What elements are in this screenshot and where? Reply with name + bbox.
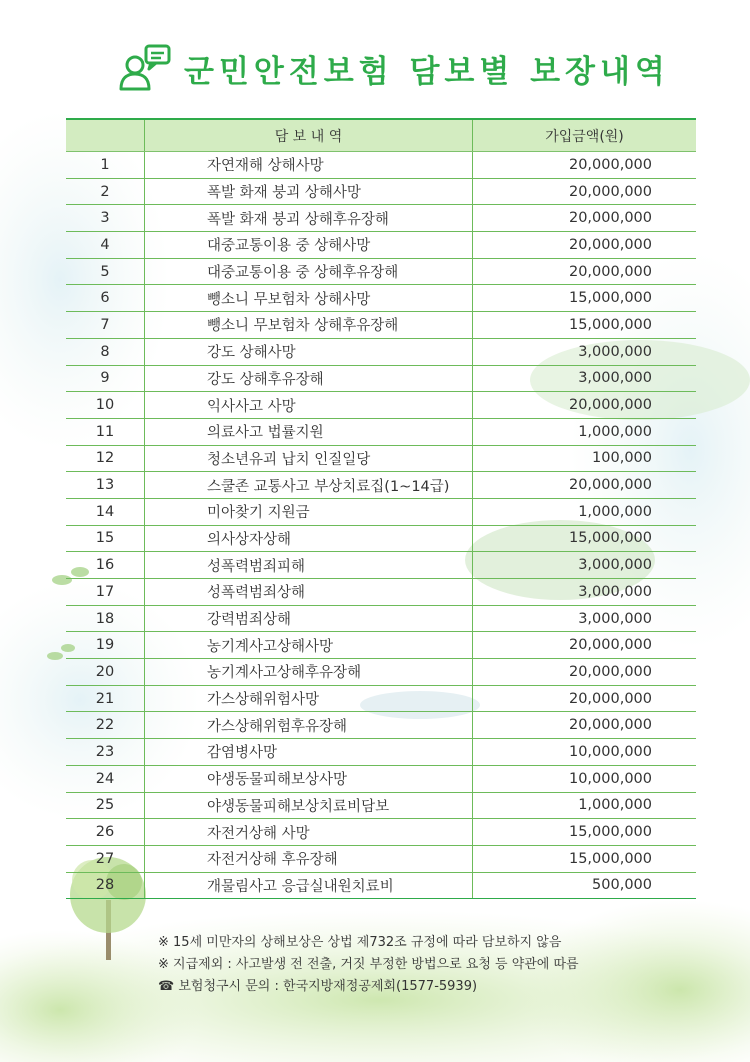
row-number: 14 <box>66 498 145 525</box>
table-row <box>66 872 696 899</box>
row-number: 6 <box>66 285 145 312</box>
row-item: 개물림사고 응급실내원치료비 <box>145 872 473 899</box>
row-item: 농기계사고상해사망 <box>145 632 473 659</box>
row-amount: 3,000,000 <box>473 365 697 392</box>
row-item: 가스상해위험후유장해 <box>145 712 473 739</box>
row-amount: 3,000,000 <box>473 552 697 579</box>
table-row <box>66 285 696 312</box>
coverage-table <box>66 118 696 899</box>
row-amount: 3,000,000 <box>473 579 697 606</box>
table-row <box>66 525 696 552</box>
row-item: 성폭력범죄피해 <box>145 552 473 579</box>
row-number: 15 <box>66 525 145 552</box>
row-number: 28 <box>66 872 145 899</box>
table-row <box>66 205 696 232</box>
row-item: 강도 상해사망 <box>145 338 473 365</box>
row-item: 뺑소니 무보험차 상해후유장해 <box>145 312 473 339</box>
footnotes <box>158 932 579 998</box>
table-row <box>66 605 696 632</box>
row-amount: 20,000,000 <box>473 392 697 419</box>
row-item: 익사사고 사망 <box>145 392 473 419</box>
row-number: 12 <box>66 445 145 472</box>
row-item: 강도 상해후유장해 <box>145 365 473 392</box>
table-row <box>66 418 696 445</box>
table-row <box>66 258 696 285</box>
row-amount: 20,000,000 <box>473 152 697 179</box>
row-amount: 10,000,000 <box>473 765 697 792</box>
row-amount: 20,000,000 <box>473 258 697 285</box>
row-number: 25 <box>66 792 145 819</box>
row-amount: 3,000,000 <box>473 338 697 365</box>
row-amount: 15,000,000 <box>473 525 697 552</box>
header-amount: 가입금액(원) <box>473 119 697 152</box>
row-amount: 20,000,000 <box>473 205 697 232</box>
table-row <box>66 312 696 339</box>
row-number: 23 <box>66 739 145 766</box>
row-amount: 15,000,000 <box>473 845 697 872</box>
row-number: 27 <box>66 845 145 872</box>
phone-icon: ☎ <box>158 979 179 994</box>
row-item: 뺑소니 무보험차 상해사망 <box>145 285 473 312</box>
table-row <box>66 685 696 712</box>
row-item: 강력범죄상해 <box>145 605 473 632</box>
table-row <box>66 498 696 525</box>
table-body <box>66 152 696 899</box>
row-amount: 20,000,000 <box>473 472 697 499</box>
table-row <box>66 579 696 606</box>
row-number: 18 <box>66 605 145 632</box>
row-amount: 15,000,000 <box>473 819 697 846</box>
row-number: 4 <box>66 232 145 259</box>
row-number: 17 <box>66 579 145 606</box>
table-row <box>66 152 696 179</box>
table-row <box>66 632 696 659</box>
table-row <box>66 178 696 205</box>
note-age-exclusion: ※ 15세 미만자의 상해보상은 상법 제732조 규정에 따라 담보하지 않음 <box>158 935 562 950</box>
row-amount: 20,000,000 <box>473 712 697 739</box>
note-payment-exclusion: ※ 지급제외 : 사고발생 전 전출, 거짓 부정한 방법으로 요청 등 약관에 따름 <box>158 957 579 972</box>
row-amount: 20,000,000 <box>473 685 697 712</box>
row-amount: 3,000,000 <box>473 605 697 632</box>
table-row <box>66 845 696 872</box>
row-amount: 20,000,000 <box>473 632 697 659</box>
row-number: 24 <box>66 765 145 792</box>
row-item: 의사상자상해 <box>145 525 473 552</box>
row-amount: 15,000,000 <box>473 285 697 312</box>
table-row <box>66 765 696 792</box>
page-title: 군민안전보험 담보별 보장내역 <box>184 53 670 90</box>
row-amount: 1,000,000 <box>473 498 697 525</box>
row-item: 농기계사고상해후유장해 <box>145 659 473 686</box>
row-amount: 20,000,000 <box>473 659 697 686</box>
table-row <box>66 232 696 259</box>
table-row <box>66 552 696 579</box>
row-number: 10 <box>66 392 145 419</box>
table-row <box>66 445 696 472</box>
row-number: 16 <box>66 552 145 579</box>
row-item: 폭발 화재 붕괴 상해후유장해 <box>145 205 473 232</box>
row-item: 자연재해 상해사망 <box>145 152 473 179</box>
row-item: 미아찾기 지원금 <box>145 498 473 525</box>
row-number: 19 <box>66 632 145 659</box>
person-chat-icon <box>118 43 172 93</box>
note-claim-contact <box>158 976 579 998</box>
row-item: 폭발 화재 붕괴 상해사망 <box>145 178 473 205</box>
row-number: 5 <box>66 258 145 285</box>
row-number: 9 <box>66 365 145 392</box>
row-number: 11 <box>66 418 145 445</box>
row-number: 13 <box>66 472 145 499</box>
row-item: 청소년유괴 납치 인질일당 <box>145 445 473 472</box>
table-row <box>66 392 696 419</box>
table-row <box>66 472 696 499</box>
row-item: 자전거상해 후유장해 <box>145 845 473 872</box>
title-bar <box>118 38 670 98</box>
header-no <box>66 119 145 152</box>
row-amount: 10,000,000 <box>473 739 697 766</box>
table-row <box>66 792 696 819</box>
table-row <box>66 712 696 739</box>
row-number: 21 <box>66 685 145 712</box>
row-item: 가스상해위험사망 <box>145 685 473 712</box>
row-number: 8 <box>66 338 145 365</box>
row-amount: 1,000,000 <box>473 418 697 445</box>
row-item: 자전거상해 사망 <box>145 819 473 846</box>
table-row <box>66 819 696 846</box>
row-item: 성폭력범죄상해 <box>145 579 473 606</box>
row-number: 7 <box>66 312 145 339</box>
claim-contact-text: 보험청구시 문의 : 한국지방재정공제회(1577-5939) <box>178 979 478 994</box>
row-amount: 500,000 <box>473 872 697 899</box>
row-amount: 15,000,000 <box>473 312 697 339</box>
row-amount: 20,000,000 <box>473 178 697 205</box>
row-amount: 100,000 <box>473 445 697 472</box>
table-row <box>66 338 696 365</box>
row-item: 의료사고 법률지원 <box>145 418 473 445</box>
row-item: 감염병사망 <box>145 739 473 766</box>
header-item: 담 보 내 역 <box>145 119 473 152</box>
row-number: 26 <box>66 819 145 846</box>
row-number: 20 <box>66 659 145 686</box>
row-number: 22 <box>66 712 145 739</box>
row-item: 스쿨존 교통사고 부상치료집(1~14급) <box>145 472 473 499</box>
table-row <box>66 739 696 766</box>
table-row <box>66 365 696 392</box>
row-amount: 1,000,000 <box>473 792 697 819</box>
row-number: 3 <box>66 205 145 232</box>
row-amount: 20,000,000 <box>473 232 697 259</box>
row-item: 야생동물피해보상사망 <box>145 765 473 792</box>
row-number: 2 <box>66 178 145 205</box>
row-item: 야생동물피해보상치료비담보 <box>145 792 473 819</box>
table-header-row <box>66 119 696 152</box>
table-row <box>66 659 696 686</box>
row-item: 대중교통이용 중 상해후유장해 <box>145 258 473 285</box>
row-item: 대중교통이용 중 상해사망 <box>145 232 473 259</box>
row-number: 1 <box>66 152 145 179</box>
